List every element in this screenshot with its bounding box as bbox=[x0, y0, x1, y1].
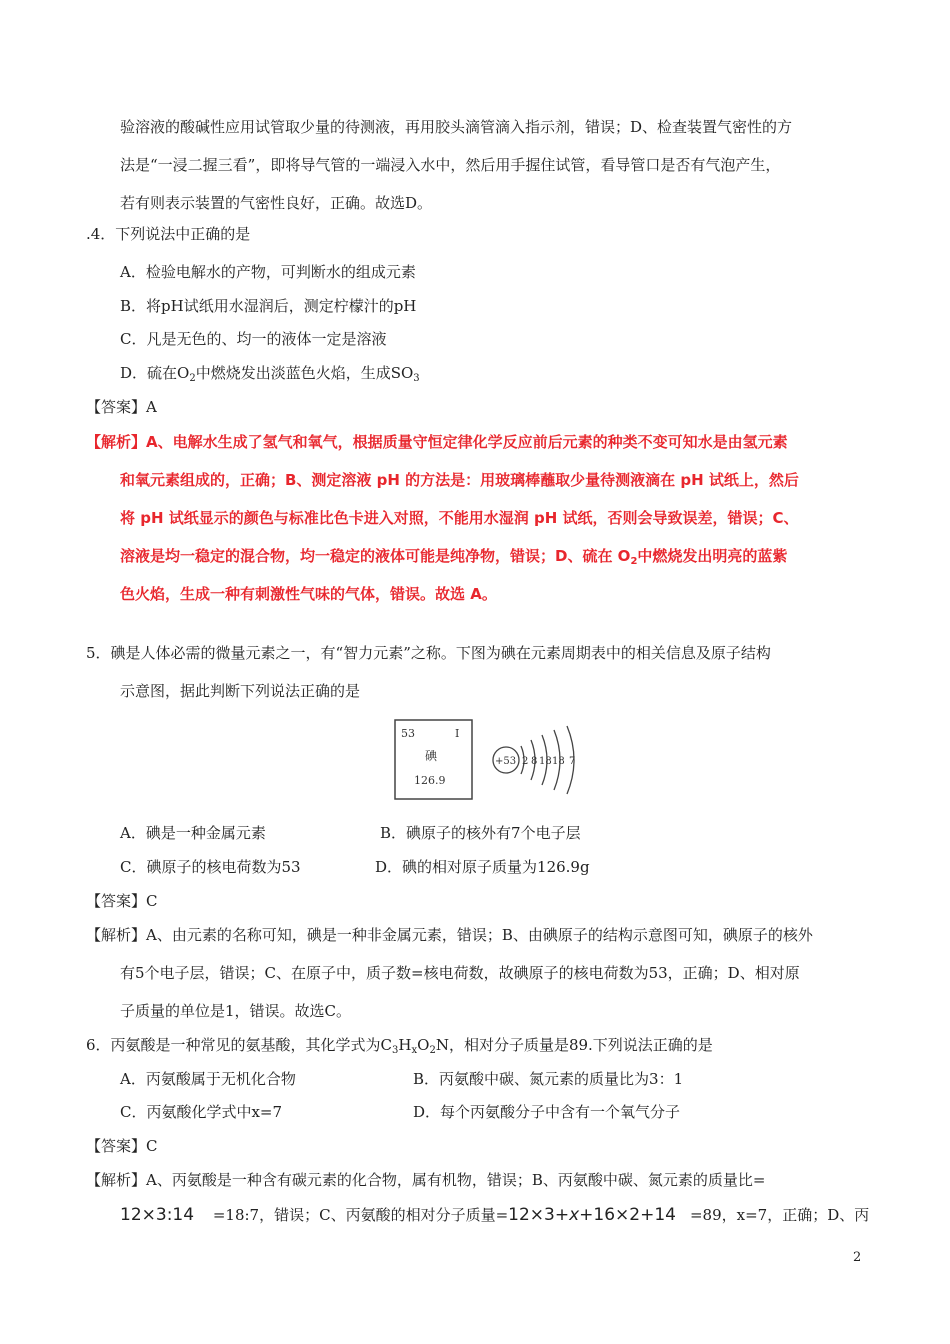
math-part: 12×3+ bbox=[508, 1205, 570, 1225]
question-stem: .4．下列说法中正确的是 bbox=[86, 225, 251, 243]
shell-count: 18 bbox=[552, 756, 565, 767]
answer: 【答案】A bbox=[86, 398, 157, 416]
math-part: +16×2+14 bbox=[579, 1205, 676, 1225]
answer: 【答案】C bbox=[86, 1137, 158, 1155]
analysis-text: =89，x=7，正确；D、丙 bbox=[689, 1206, 870, 1224]
option-c: C．丙氨酸化学式中x=7 bbox=[120, 1103, 283, 1121]
analysis-line: 将 pH 试纸显示的颜色与标准比色卡进入对照，不能用水湿润 pH 试纸，否则会导致误差，错误；C、 bbox=[120, 509, 799, 527]
iodine-figure bbox=[392, 718, 602, 802]
math-variable: x bbox=[569, 1205, 580, 1225]
option-b: B．将pH试纸用水湿润后，测定柠檬汁的pH bbox=[120, 297, 417, 315]
atomic-number: 53 bbox=[401, 727, 415, 740]
shell-count: 7 bbox=[569, 756, 576, 767]
option-c: C．碘原子的核电荷数为53 bbox=[120, 858, 301, 876]
question-stem: 示意图，据此判断下列说法正确的是 bbox=[120, 682, 361, 700]
subscript: x bbox=[411, 1045, 418, 1056]
option-d: D．每个丙氨酸分子中含有一个氧气分子 bbox=[413, 1103, 681, 1121]
question-stem: 5．碘是人体必需的微量元素之一，有“智力元素”之称。下图为碘在元素周期表中的相关信息及原子结构 bbox=[86, 644, 771, 662]
analysis-line: 色火焰，生成一种有刺激性气味的气体，错误。故选 A。 bbox=[120, 585, 497, 603]
subscript: 3 bbox=[392, 1045, 399, 1056]
atomic-mass: 126.9 bbox=[414, 774, 446, 787]
subscript: 2 bbox=[630, 556, 638, 567]
text-line: 法是“一浸二握三看”，即将导气管的一端浸入水中，然后用手握住试管，看导管口是否有气泡产生， bbox=[120, 156, 781, 174]
option-a: A．检验电解水的产物，可判断水的组成元素 bbox=[120, 263, 416, 281]
subscript: 3 bbox=[413, 373, 420, 384]
math-expression: 12×3:14 bbox=[120, 1205, 195, 1225]
answer: 【答案】C bbox=[86, 892, 158, 910]
analysis-line: 有5个电子层，错误；C、在原子中，质子数=核电荷数，故碘原子的核电荷数为53，正确；D、相对原 bbox=[120, 964, 800, 982]
element-name: 碘 bbox=[425, 749, 438, 763]
option-d: D．碘的相对原子质量为126.9g bbox=[375, 858, 590, 876]
analysis-line bbox=[120, 1205, 869, 1225]
analysis-line bbox=[120, 546, 787, 572]
option-d-text: 中燃烧发出淡蓝色火焰，生成SO bbox=[195, 364, 414, 382]
text-line: 验溶液的酸碱性应用试管取少量的待测液，再用胶头滴管滴入指示剂，错误；D、检查装置气密性的方 bbox=[120, 118, 793, 136]
option-a: A．丙氨酸属于无机化合物 bbox=[120, 1070, 296, 1088]
stem-text: O bbox=[417, 1036, 430, 1054]
shell-count: 18 bbox=[539, 756, 552, 767]
page-number: 2 bbox=[853, 1250, 862, 1265]
stem-text: H bbox=[398, 1036, 412, 1054]
option-a: A．碘是一种金属元素 bbox=[120, 824, 266, 842]
text-line: 若有则表示装置的气密性良好，正确。故选D。 bbox=[120, 194, 433, 212]
analysis-line: 【解析】A、由元素的名称可知，碘是一种非金属元素，错误；B、由碘原子的结构示意图可知，碘原子的核外 bbox=[86, 926, 813, 944]
subscript: 2 bbox=[189, 373, 196, 384]
option-d bbox=[120, 363, 420, 389]
math-expression bbox=[508, 1205, 676, 1225]
stem-text: 6．丙氨酸是一种常见的氨基酸，其化学式为C bbox=[86, 1036, 393, 1054]
nuclear-charge: +53 bbox=[495, 756, 517, 767]
shell-count: 8 bbox=[531, 756, 538, 767]
question-stem bbox=[86, 1035, 713, 1061]
subscript: 2 bbox=[429, 1045, 436, 1056]
analysis-text: 中燃烧发出明亮的蓝紫 bbox=[637, 547, 788, 565]
option-b: B．丙氨酸中碳、氮元素的质量比为3：1 bbox=[413, 1070, 684, 1088]
option-d-text: D．硫在O bbox=[120, 364, 190, 382]
option-c: C．凡是无色的、均一的液体一定是溶液 bbox=[120, 330, 387, 348]
analysis-text: =18:7，错误；C、丙氨酸的相对分子质量= bbox=[212, 1206, 509, 1224]
shell-count: 2 bbox=[522, 756, 529, 767]
analysis-line: 子质量的单位是1，错误。故选C。 bbox=[120, 1002, 352, 1020]
analysis-text: 溶液是均一稳定的混合物，均一稳定的液体可能是纯净物，错误；D、硫在 O bbox=[120, 547, 631, 565]
option-b: B．碘原子的核外有7个电子层 bbox=[380, 824, 581, 842]
stem-text: N，相对分子质量是89.下列说法正确的是 bbox=[435, 1036, 713, 1054]
element-symbol: I bbox=[455, 727, 460, 740]
analysis-line: 【解析】A、丙氨酸是一种含有碳元素的化合物，属有机物，错误；B、丙氨酸中碳、氮元素的质量比= bbox=[86, 1171, 766, 1189]
analysis-line: 【解析】A、电解水生成了氢气和氧气，根据质量守恒定律化学反应前后元素的种类不变可知水是由氢元素 bbox=[86, 433, 788, 451]
analysis-line: 和氧元素组成的，正确；B、测定溶液 pH 的方法是：用玻璃棒蘸取少量待测液滴在 pH 试纸上，然后 bbox=[120, 471, 799, 489]
